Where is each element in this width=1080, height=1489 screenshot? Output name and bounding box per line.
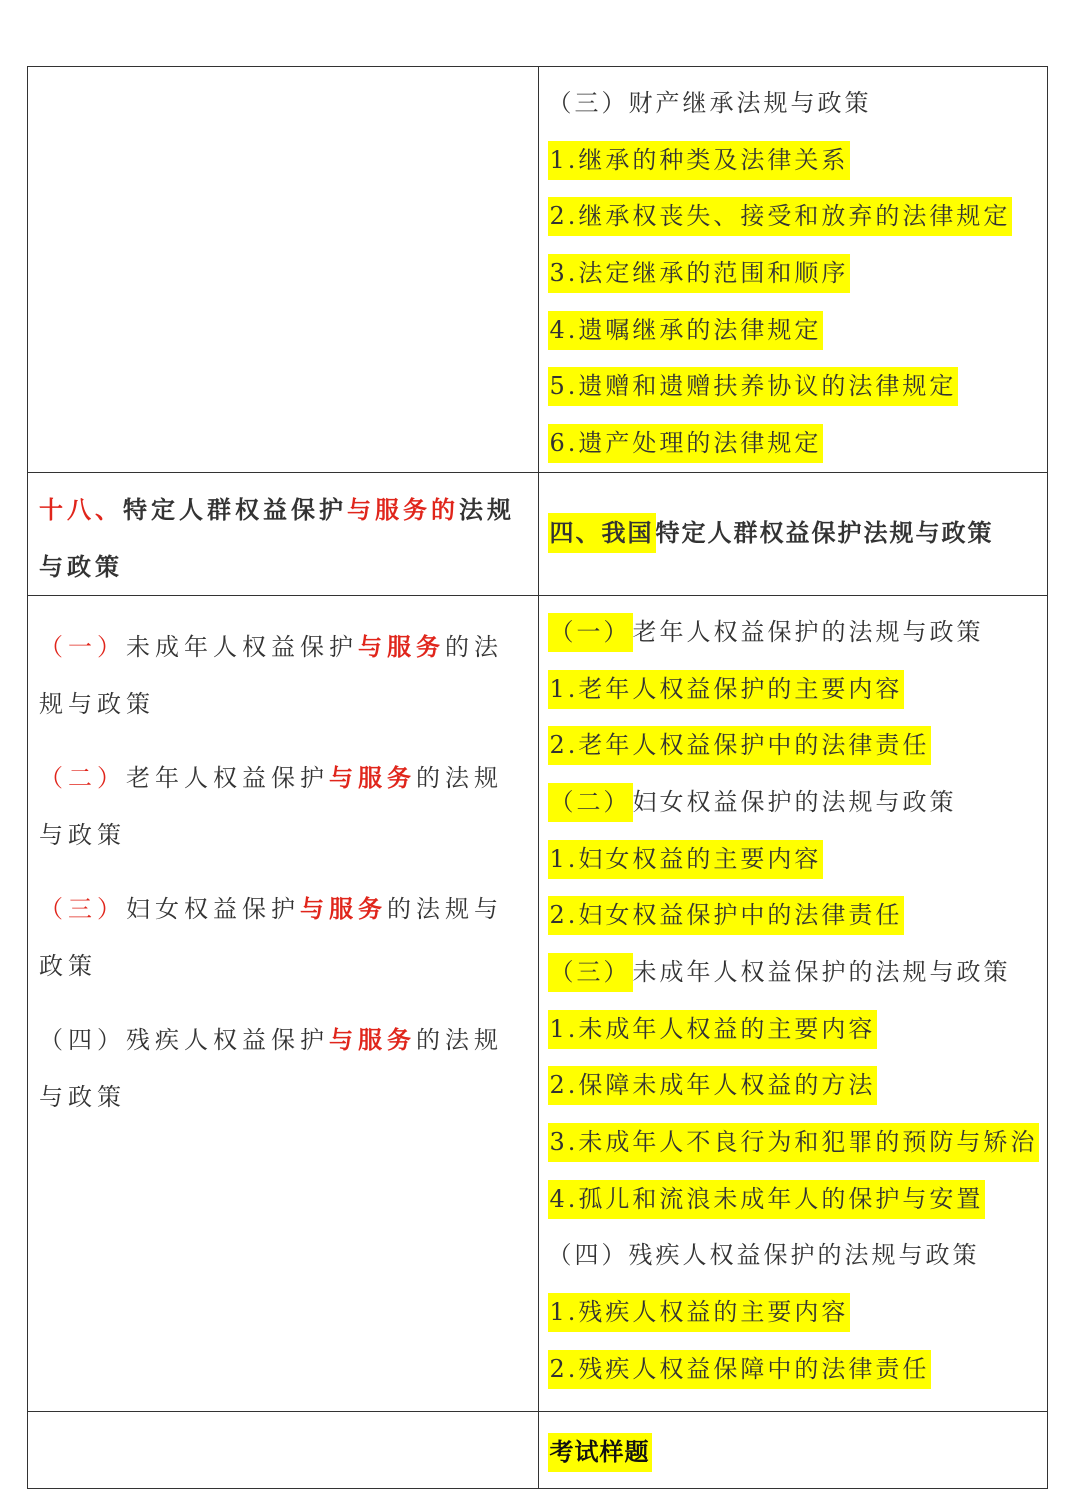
subsection-heading: （三）未成年人权益保护的法规与政策	[548, 944, 1048, 1001]
list-item: 2.妇女权益保护中的法律责任	[548, 887, 1048, 944]
subsection-heading: （一）老年人权益保护的法规与政策	[548, 604, 1048, 661]
left-subsections	[28, 595, 539, 1411]
list-item: 5.遗赠和遗赠扶养协议的法律规定	[548, 358, 1048, 415]
right-subsections	[538, 595, 1048, 1411]
left-section-heading	[28, 472, 539, 595]
table-row	[28, 595, 1048, 1411]
list-item: 2.继承权丧失、接受和放弃的法律规定	[548, 188, 1048, 245]
inheritance-heading: （三）财产继承法规与政策	[547, 89, 872, 117]
table-row	[28, 472, 1048, 595]
subsection-heading: （四）残疾人权益保护的法规与政策	[547, 1241, 980, 1270]
table-row	[28, 1411, 1048, 1488]
list-item: 4.孤儿和流浪未成年人的保护与安置	[548, 1171, 1048, 1228]
left-subsection-elderly: （二）老年人权益保护与服务的法规与政策	[39, 762, 503, 849]
left-subsection-women: （三）妇女权益保护与服务的法规与政策	[39, 893, 503, 980]
list-item: 1.妇女权益的主要内容	[548, 831, 1048, 888]
list-item: 2.老年人权益保护中的法律责任	[548, 717, 1048, 774]
section-four-title: 四、我国特定人群权益保护法规与政策	[548, 505, 1048, 562]
exam-sample-label: 考试样题	[548, 1433, 652, 1472]
list-item: 4.遗嘱继承的法律规定	[548, 302, 1048, 359]
left-subsection-minors: （一）未成年人权益保护与服务的法规与政策	[39, 631, 503, 718]
right-cell-inheritance	[538, 67, 1048, 473]
table-row	[28, 67, 1048, 473]
syllabus-table	[27, 66, 1048, 1489]
list-item: 1.未成年人权益的主要内容	[548, 1001, 1048, 1058]
left-cell-empty	[28, 67, 539, 473]
list-item: 1.老年人权益保护的主要内容	[548, 661, 1048, 718]
right-section-heading	[538, 472, 1048, 595]
section-eighteen-title: 十八、特定人群权益保护与服务的法规与政策	[39, 494, 515, 581]
list-item: 2.残疾人权益保障中的法律责任	[548, 1341, 1048, 1398]
list-item: 1.继承的种类及法律关系	[548, 132, 1048, 189]
left-cell-empty	[28, 1411, 539, 1488]
exam-sample-cell	[538, 1411, 1048, 1488]
list-item: 3.法定继承的范围和顺序	[548, 245, 1048, 302]
list-item: 1.残疾人权益的主要内容	[548, 1284, 1048, 1341]
subsection-heading: （二）妇女权益保护的法规与政策	[548, 774, 1048, 831]
list-item: 6.遗产处理的法律规定	[548, 415, 1048, 472]
left-subsection-disabled: （四）残疾人权益保护与服务的法规与政策	[39, 1024, 503, 1111]
list-item: 2.保障未成年人权益的方法	[548, 1057, 1048, 1114]
list-item: 3.未成年人不良行为和犯罪的预防与矫治	[548, 1114, 1048, 1171]
